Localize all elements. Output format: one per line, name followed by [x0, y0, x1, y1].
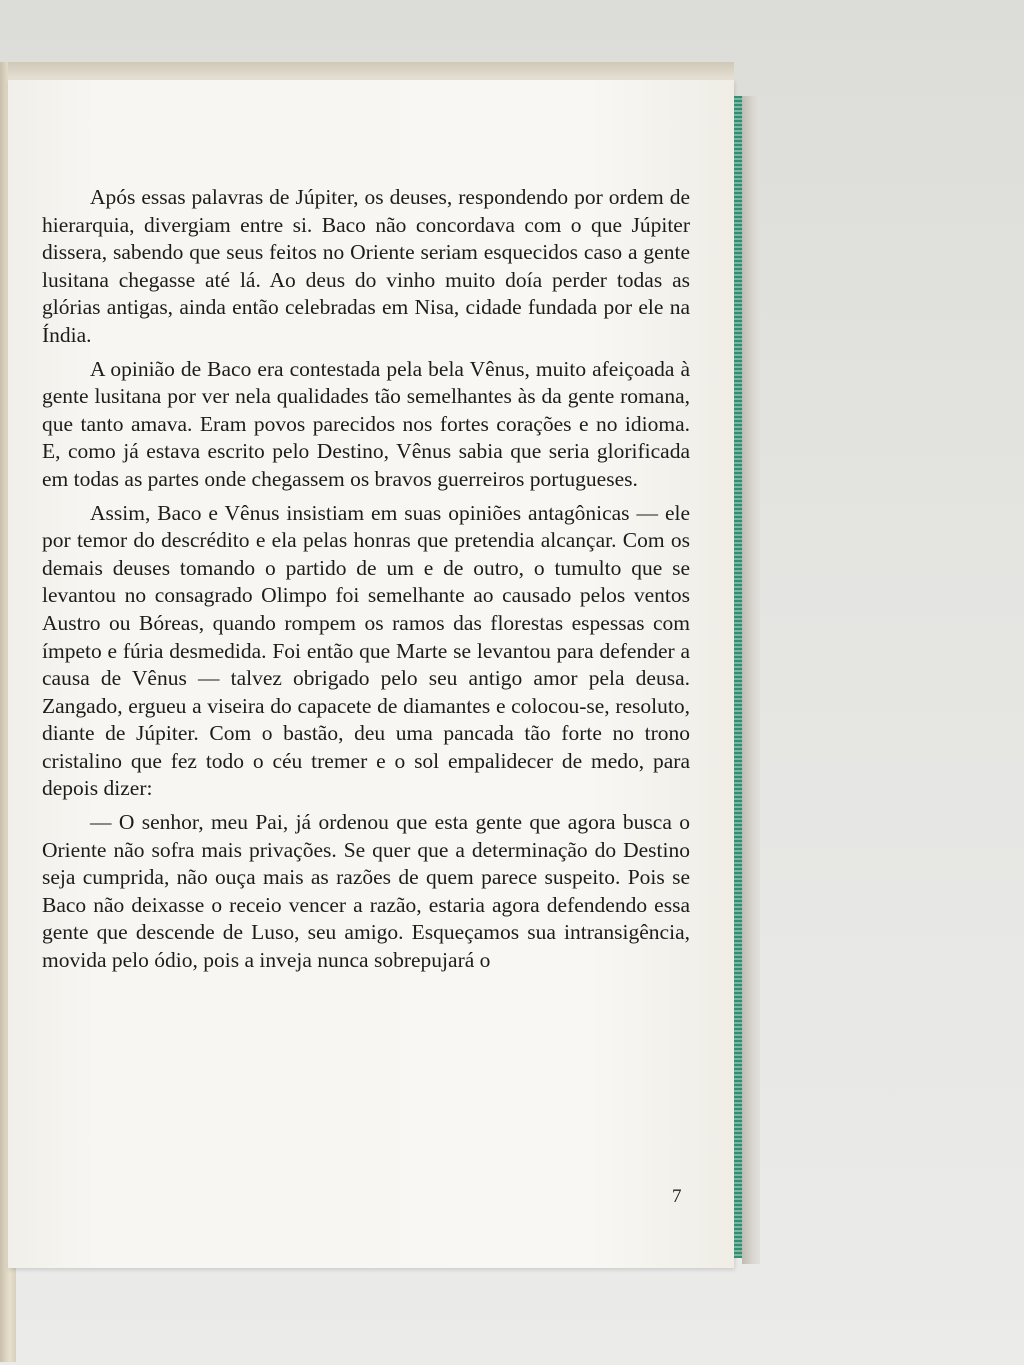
- page-top-shadow: [8, 62, 734, 80]
- page-text: [42, 184, 690, 981]
- paragraph-4: — O senhor, meu Pai, já ordenou que esta gente que agora busca o Oriente não sofra mais privações. Se quer que a determinação do Destino seja cumprida, não ouça mais as razões de quem parece suspeito. Pois se Baco não deixasse o receio vencer a razão, estaria agora defendendo essa gente que descende de Luso, seu amigo. Esqueçamos sua intransigência, movida pelo ódio, pois a inveja nunca sobrepujará o: [42, 810, 690, 973]
- book-cover-side: [742, 96, 760, 1264]
- page-number: 7: [672, 1186, 682, 1207]
- book-cover-edge: [734, 96, 742, 1258]
- paragraph-3: Assim, Baco e Vênus insistiam em suas opiniões antagônicas — ele por temor do descrédito e ela pelas honras que pretendia alcançar. Com os demais deuses tomando o partido de um e de outro, o tumulto que se levantou no consagrado Olimpo foi semelhante ao causado pelos ventos Austro ou Bóreas, quando rompem os ramos das florestas espessas com ímpeto e fúria desmedida. Foi então que Marte se levantou para defender a causa de Vênus — talvez obrigado pelo seu antigo amor pela deusa. Zangado, ergueu a viseira do capacete de diamantes e colocou-se, resoluto, diante de Júpiter. Com o bastão, deu uma pancada tão forte no trono cristalino que fez todo o céu tremer e o sol empalidecer de medo, para depois dizer:: [42, 500, 690, 801]
- paragraph-1: Após essas palavras de Júpiter, os deuses, respondendo por ordem de hierarquia, divergiam entre si. Baco não concordava com o que Júpiter dissera, sabendo que seus feitos no Oriente seriam esquecidos caso a gente lusitana chegasse até lá. Ao deus do vinho muito doía perder todas as glórias antigas, ainda então celebradas em Nisa, cidade fundada por ele na Índia.: [42, 185, 690, 347]
- paragraph-2: A opinião de Baco era contestada pela bela Vênus, muito afeiçoada à gente lusitana por ver nela qualidades tão semelhantes às da gente romana, que tanto amava. Eram povos parecidos nos fortes corações e no idioma. E, como já estava escrito pelo Destino, Vênus sabia que seria glorificada em todas as partes onde chegassem os bravos guerreiros portugueses.: [42, 356, 690, 491]
